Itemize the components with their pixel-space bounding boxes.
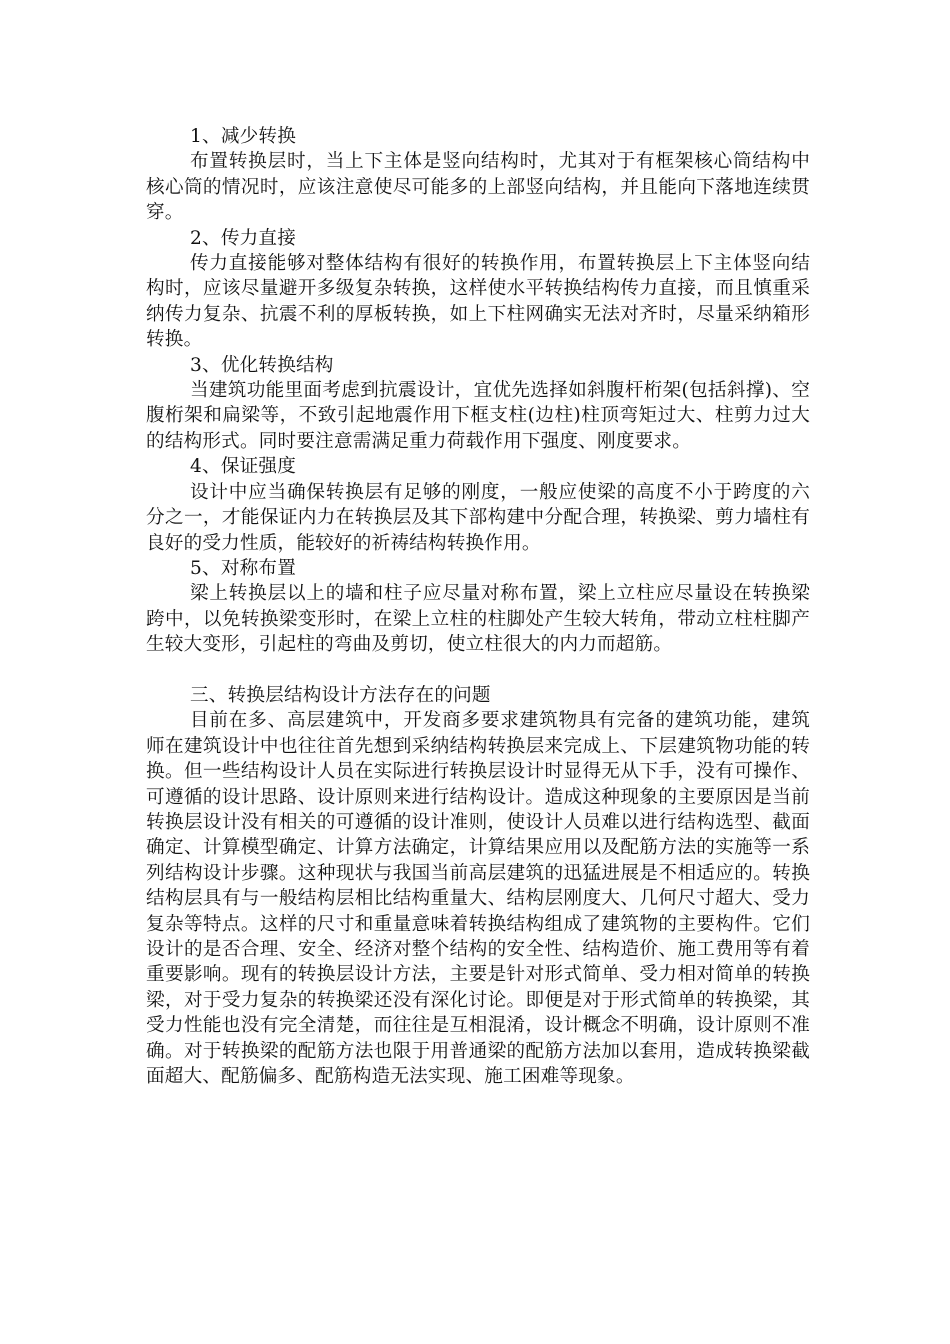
section-paragraph-ensure-strength: 设计中应当确保转换层有足够的刚度，一般应使梁的高度不小于跨度的六分之一，才能保证内力在转换层及其下部构建中分配合理，转换梁、剪力墙柱有良好的受力性质，能较好的祈祷结构转换作用。	[146, 481, 810, 554]
section-heading-symmetric-layout: 5、对称布置	[190, 557, 296, 579]
section-paragraph-design-problems: 目前在多、高层建筑中，开发商多要求建筑物具有完备的建筑功能，建筑师在建筑设计中也往往首先想到采纳结构转换层来完成上、下层建筑物功能的转换。但一些结构设计人员在实际进行转换层设计时显得无从下手，没有可操作、可遵循的设计思路、设计原则来进行结构设计。造成这种现象的主要原因是当前转换层设计没有相关的可遵循的设计准则，使设计人员难以进行结构选型、截面确定、计算模型确定、计算方法确定，计算结果应用以及配筋方法的实施等一系列结构设计步骤。这种现状与我国当前高层建筑的迅猛进展是不相适应的。转换结构层具有与一般结构层相比结构重量大、结构层刚度大、几何尺寸超大、受力复杂等特点。这样的尺寸和重量意味着转换结构组成了建筑物的主要构件。它们设计的是否合理、安全、经济对整个结构的安全性、结构造价、施工费用等有着重要影响。现有的转换层设计方法，主要是针对形式简单、受力相对简单的转换梁，对于受力复杂的转换梁还没有深化讨论。即便是对于形式简单的转换梁，其受力性能也没有完全清楚，而往往是互相混淆，设计概念不明确，设计原则不准确。对于转换梁的配筋方法也限于用普通梁的配筋方法加以套用，造成转换梁截面超大、配筋偏多、配筋构造无法实现、施工困难等现象。	[146, 710, 810, 1088]
section-heading-optimize-structure: 3、优化转换结构	[190, 354, 334, 376]
section-paragraph-direct-force: 传力直接能够对整体结构有很好的转换作用，布置转换层上下主体竖向结构时，应该尽量避开多级复杂转换，这样使水平转换结构传力直接，而且慎重采纳传力复杂、抗震不利的厚板转换，如上下柱网确实无法对齐时，尽量采纳箱形转换。	[146, 253, 810, 351]
section-paragraph-symmetric-layout: 梁上转换层以上的墙和柱子应尽量对称布置，梁上立柱应尽量设在转换梁跨中，以免转换梁变形时，在梁上立柱的柱脚处产生较大转角，带动立柱柱脚产生较大变形，引起柱的弯曲及剪切，使立柱很大的内力而超筋。	[146, 583, 810, 656]
section-heading-ensure-strength: 4、保证强度	[190, 456, 296, 478]
section-paragraph-reduce-transfer: 布置转换层时，当上下主体是竖向结构时，尤其对于有框架核心筒结构中核心筒的情况时，应该注意使尽可能多的上部竖向结构，并且能向下落地连续贯穿。	[146, 151, 810, 224]
blank-line	[146, 658, 810, 683]
section-heading-reduce-transfer: 1、减少转换	[190, 126, 296, 147]
section-heading-direct-force: 2、传力直接	[190, 227, 296, 249]
document-page	[146, 124, 810, 1089]
section-paragraph-optimize-structure: 当建筑功能里面考虑到抗震设计，宜优先选择如斜腹杆桁架(包括斜撑)、空腹桁架和扁梁等，不致引起地震作用下框支柱(边柱)柱顶弯矩过大、柱剪力过大的结构形式。同时要注意需满足重力荷载作用下强度、刚度要求。	[146, 380, 810, 452]
section-heading-design-problems: 三、转换层结构设计方法存在的问题	[190, 684, 491, 706]
